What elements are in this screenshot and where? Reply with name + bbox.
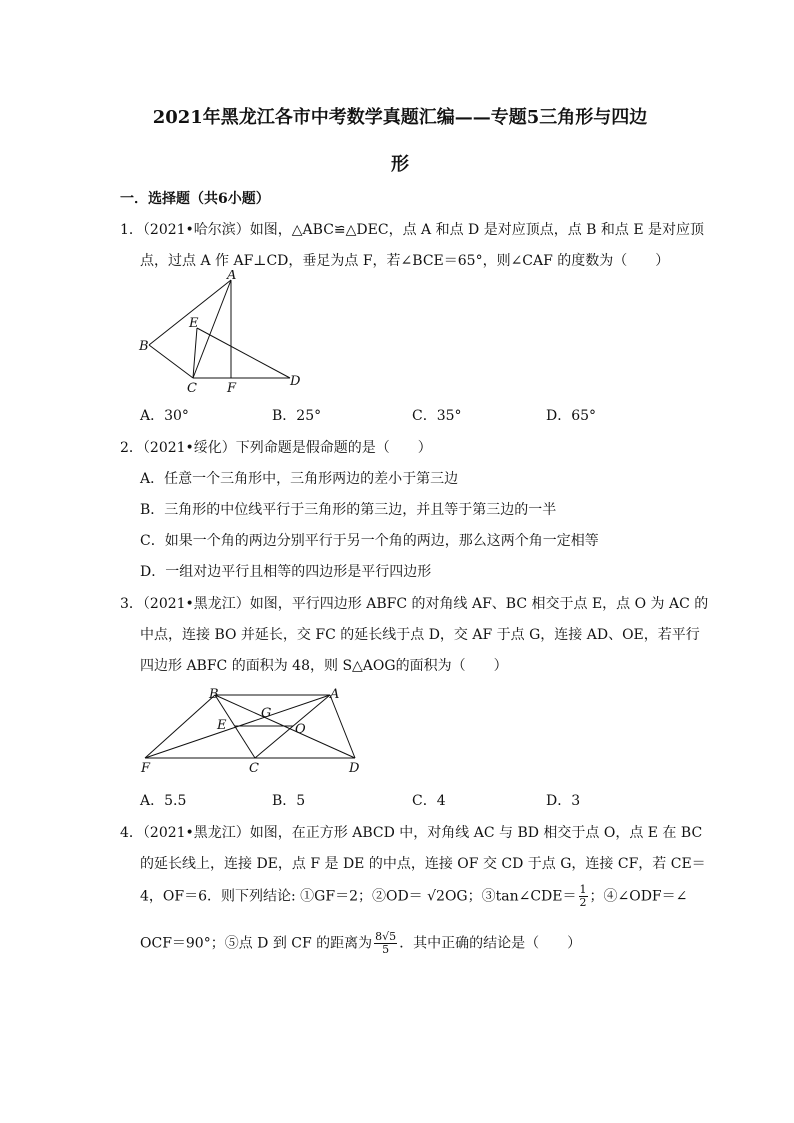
q1-option-c: C．35° xyxy=(412,408,462,424)
q2-stem: 2．（2021•绥化）下列命题是假命题的是（ ） xyxy=(120,440,432,456)
q1-label-e: E xyxy=(189,316,199,331)
q4-line3-text-b: ；④∠ODF＝∠ xyxy=(589,888,688,905)
q2-option-d: D．一组对边平行且相等的四边形是平行四边形 xyxy=(140,564,432,580)
q3-label-b: B xyxy=(209,687,219,702)
q3-label-e: E xyxy=(217,718,227,733)
q1-stem-line2: 点，过点 A 作 AF⊥CD，垂足为点 F，若∠BCE＝65°，则∠CAF 的度数为（ ） xyxy=(140,253,670,269)
q1-label-a: A xyxy=(227,270,237,283)
q2-option-c: C．如果一个角的两边分别平行于另一个角的两边，那么这两个角一定相等 xyxy=(140,533,599,549)
q1-label-c: C xyxy=(187,381,197,396)
q1-option-a: A．30° xyxy=(140,408,189,424)
q3-option-d: D．3 xyxy=(546,793,581,809)
q4-fraction-distance-num: 8√5 xyxy=(375,930,397,943)
q4-stem-line1: 4．（2021•黑龙江）如图，在正方形 ABCD 中，对角线 AC 与 BD 相交于点 O，点 E 在 BC xyxy=(120,825,703,841)
q4-line3-text-a: 4，OF＝6．则下列结论: ①GF＝2；②OD＝ √2OG；③tan∠CDE＝ xyxy=(140,888,577,905)
q1-stem-line1: 1．（2021•哈尔滨）如图，△ABC≌△DEC，点 A 和点 D 是对应顶点，点 B 和点 E 是对应顶 xyxy=(120,222,705,238)
q4-fraction-half-den: 2 xyxy=(579,896,587,909)
q4-fraction-distance xyxy=(374,931,397,956)
q4-fraction-half xyxy=(579,884,588,909)
q1-label-b: B xyxy=(139,339,149,354)
q1-option-b: B．25° xyxy=(272,408,322,424)
q4-stem-line2: 的延长线上，连接 DE，点 F 是 DE 的中点，连接 OF 交 CD 于点 G，连接 CF，若 CE＝ xyxy=(140,856,706,872)
q4-line4-text-b: ．其中正确的结论是（ ） xyxy=(399,935,582,952)
q1-triangle-figure xyxy=(135,270,315,400)
q2-option-b: B．三角形的中位线平行于三角形的第三边，并且等于第三边的一半 xyxy=(140,502,557,518)
q1-label-f: F xyxy=(227,381,237,396)
q3-stem-line3: 四边形 ABFC 的面积为 48，则 S△AOG的面积为（ ） xyxy=(140,658,508,674)
q3-label-d: D xyxy=(349,761,360,776)
q3-option-a: A．5.5 xyxy=(140,793,187,809)
q4-stem-line3 xyxy=(140,884,687,909)
q3-label-f: F xyxy=(141,761,151,776)
q4-stem-line4 xyxy=(140,931,581,956)
q3-stem-line2: 中点，连接 BO 并延长，交 FC 的延长线于点 D，交 AF 于点 G，连接 AD、OE，若平行 xyxy=(140,627,700,643)
q3-option-b: B．5 xyxy=(272,793,306,809)
q3-label-a: A xyxy=(330,687,340,702)
q4-fraction-half-num: 1 xyxy=(579,883,587,896)
q3-option-c: C．4 xyxy=(412,793,446,809)
q1-label-d: D xyxy=(290,374,301,389)
q3-parallelogram-figure xyxy=(135,684,375,779)
q3-label-c: C xyxy=(249,761,259,776)
q1-option-d: D．65° xyxy=(546,408,597,424)
doc-title-line2: 形 xyxy=(391,154,409,175)
q3-label-o: O xyxy=(295,722,306,737)
q3-stem-line1: 3．（2021•黑龙江）如图，平行四边形 ABFC 的对角线 AF、BC 相交于点 E，点 O 为 AC 的 xyxy=(120,596,709,612)
section-heading: 一．选择题（共6小题） xyxy=(120,191,270,207)
doc-title-line1: 2021年黑龙江各市中考数学真题汇编——专题5三角形与四边 xyxy=(152,107,648,128)
q4-line4-text-a: OCF＝90°；⑤点 D 到 CF 的距离为 xyxy=(140,935,373,952)
q3-label-g: G xyxy=(261,706,272,721)
q4-fraction-distance-den: 5 xyxy=(382,943,390,956)
q2-option-a: A．任意一个三角形中，三角形两边的差小于第三边 xyxy=(140,471,459,487)
